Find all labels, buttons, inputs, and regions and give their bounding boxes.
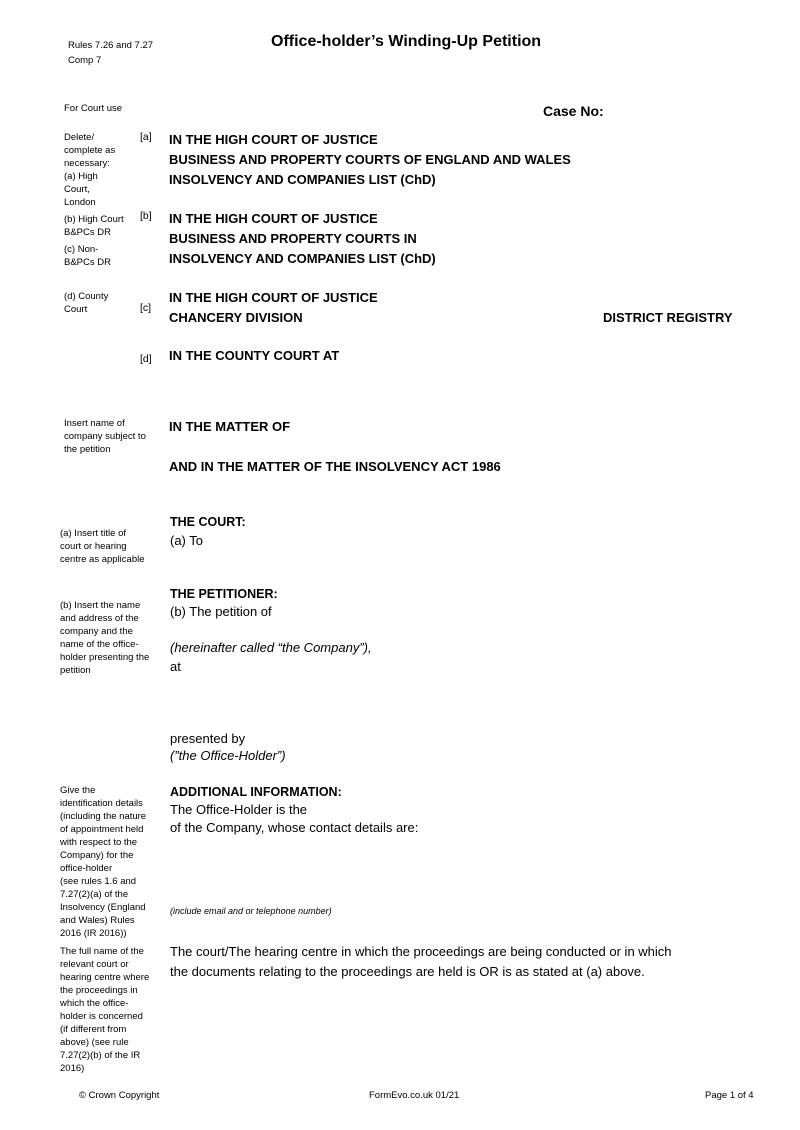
note-county-court: (d) County Court bbox=[64, 291, 109, 315]
option-tag-c: [c] bbox=[140, 302, 152, 314]
court-heading: THE COURT: bbox=[170, 515, 246, 529]
note-court-title: (a) Insert title of court or hearing centre as applicable bbox=[60, 528, 145, 565]
court-statement-line-1: The court/The hearing centre in which the proceedings are being conducted or in which bbox=[170, 944, 672, 959]
footer-copyright: © Crown Copyright bbox=[79, 1090, 160, 1101]
option-tag-d: [d] bbox=[140, 353, 152, 365]
court-to-line: (a) To bbox=[170, 533, 203, 548]
office-holder-line: (”the Office-Holder”) bbox=[170, 748, 286, 763]
contact-hint: (include email and or telephone number) bbox=[170, 906, 332, 916]
court-option-d: IN THE COUNTY COURT AT bbox=[169, 348, 340, 363]
insolvency-act-line: AND IN THE MATTER OF THE INSOLVENCY ACT 1986 bbox=[169, 459, 501, 474]
hereinafter-line: (hereinafter called “the Company”), bbox=[170, 640, 372, 655]
note-company-name: Insert name of company subject to the petition bbox=[64, 418, 146, 455]
office-holder-is-line: The Office-Holder is the bbox=[170, 802, 308, 817]
option-tag-a: [a] bbox=[140, 131, 152, 143]
in-the-matter-of: IN THE MATTER OF bbox=[169, 419, 291, 434]
at-line: at bbox=[170, 659, 181, 674]
note-high-court-bpcs: (b) High Court B&PCs DR bbox=[64, 214, 124, 238]
note-petitioner: (b) Insert the name and address of the company and the name of the office- holder presenting the petition bbox=[60, 600, 150, 676]
petitioner-heading: THE PETITIONER: bbox=[170, 587, 278, 601]
contact-details-line: of the Company, whose contact details are: bbox=[170, 820, 419, 835]
court-option-c: IN THE HIGH COURT OF JUSTICE CHANCERY DIVISION bbox=[169, 290, 378, 325]
note-non-bpcs: (c) Non- B&PCs DR bbox=[64, 244, 111, 268]
court-option-b: IN THE HIGH COURT OF JUSTICE BUSINESS AND PROPERTY COURTS IN INSOLVENCY AND COMPANIES LIST (ChD) bbox=[169, 211, 436, 266]
court-use-label: For Court use bbox=[64, 103, 123, 114]
note-court-full-name: The full name of the relevant court or hearing centre where the proceedings in which the office- holder is concerned (if different from above) (see rule 7.27(2)(b) of the IR 2016) bbox=[60, 946, 150, 1074]
note-delete-complete: Delete/ complete as necessary: (a) High Court, London bbox=[64, 132, 116, 208]
additional-info-heading: ADDITIONAL INFORMATION: bbox=[170, 785, 342, 799]
comp-reference: Comp 7 bbox=[68, 55, 102, 66]
note-identification-details: Give the identification details (including the nature of appointment held with respect to the Company) for the office-holder (see rules 1.6 and 7.27(2)(a) of the Insolvency (England and Wales) Rules 2016 (IR 2016)) bbox=[60, 785, 147, 939]
page-title: Office-holder’s Winding-Up Petition bbox=[271, 33, 542, 50]
court-statement-line-2: the documents relating to the proceedings are held is OR is as stated at (a) above. bbox=[170, 964, 645, 979]
petition-of-line: (b) The petition of bbox=[170, 604, 272, 619]
case-number-label: Case No: bbox=[543, 103, 604, 119]
option-tag-b: [b] bbox=[140, 210, 152, 222]
footer-page-number: Page 1 of 4 bbox=[705, 1090, 754, 1101]
rules-reference: Rules 7.26 and 7.27 bbox=[68, 40, 154, 51]
presented-by-line: presented by bbox=[170, 731, 246, 746]
court-option-a: IN THE HIGH COURT OF JUSTICE BUSINESS AND PROPERTY COURTS OF ENGLAND AND WALES INSOLVENCY AND COMPANIES LIST (ChD) bbox=[169, 132, 571, 187]
footer-reference: FormEvo.co.uk 01/21 bbox=[369, 1090, 460, 1101]
district-registry-label: DISTRICT REGISTRY bbox=[603, 310, 733, 325]
